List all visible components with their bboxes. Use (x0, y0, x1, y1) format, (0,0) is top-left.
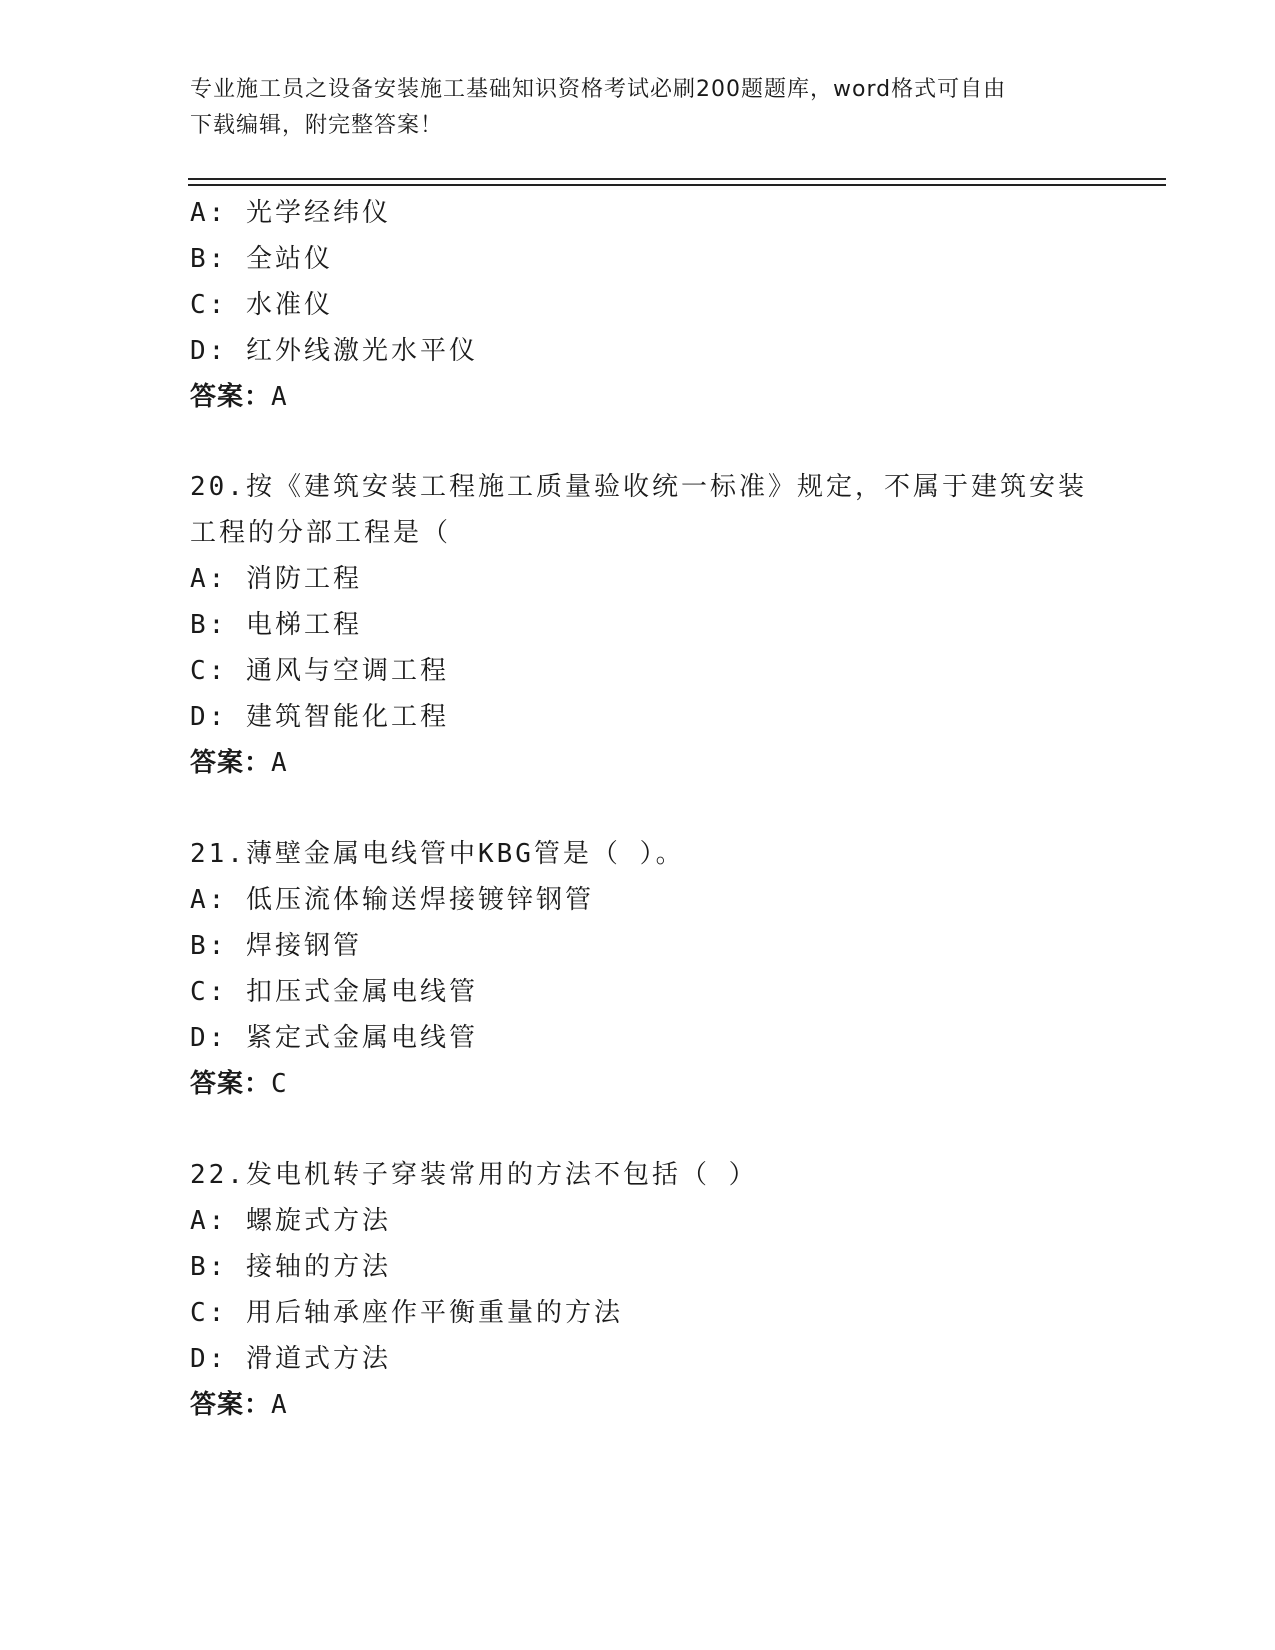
option-a: A: 螺旋式方法 (190, 1206, 391, 1236)
option-c: C: 用后轴承座作平衡重量的方法 (190, 1298, 623, 1328)
option-b: B: 全站仪 (190, 244, 333, 274)
option-d: D: 紧定式金属电线管 (190, 1023, 478, 1053)
document-header (190, 72, 1070, 144)
option-b: B: 接轴的方法 (190, 1252, 391, 1282)
answer-value: A (271, 748, 288, 778)
question-19 (190, 190, 1090, 420)
option-c: C: 扣压式金属电线管 (190, 977, 478, 1007)
question-stem: 20.按《建筑安装工程施工质量验收统一标准》规定，不属于建筑安装 (190, 472, 1087, 502)
header-line-1: 专业施工员之设备安装施工基础知识资格考试必刷200题题库，word格式可自由 (190, 77, 1007, 102)
answer-label: 答案： (190, 1390, 272, 1420)
answer-value: A (271, 1390, 288, 1420)
answer-line (190, 1382, 1090, 1428)
question-list (190, 190, 1090, 1428)
answer-label: 答案： (190, 748, 272, 778)
header-line-2: 下载编辑，附完整答案！ (190, 113, 444, 138)
question-21 (190, 831, 1090, 1107)
question-spacer (190, 786, 1090, 831)
answer-value: A (271, 382, 288, 412)
answer-line (190, 1061, 1090, 1107)
answer-line (190, 374, 1090, 420)
header-divider-bottom (188, 184, 1166, 186)
option-c: C: 水准仪 (190, 290, 333, 320)
answer-value: C (271, 1069, 288, 1099)
option-a: A: 消防工程 (190, 564, 362, 594)
question-stem: 22.发电机转子穿装常用的方法不包括（ ） (190, 1160, 758, 1190)
option-b: B: 焊接钢管 (190, 931, 362, 961)
question-22 (190, 1152, 1090, 1428)
option-c: C: 通风与空调工程 (190, 656, 449, 686)
option-b: B: 电梯工程 (190, 610, 362, 640)
answer-label: 答案： (190, 1069, 272, 1099)
question-spacer (190, 1107, 1090, 1152)
question-stem: 21.薄壁金属电线管中KBG管是（ ）。 (190, 839, 685, 869)
header-divider-top (188, 178, 1166, 180)
option-a: A: 光学经纬仪 (190, 198, 391, 228)
option-d: D: 滑道式方法 (190, 1344, 391, 1374)
option-d: D: 建筑智能化工程 (190, 702, 449, 732)
answer-line (190, 740, 1090, 786)
question-20 (190, 464, 1090, 786)
answer-label: 答案： (190, 382, 272, 412)
question-spacer (190, 420, 1090, 464)
option-a: A: 低压流体输送焊接镀锌钢管 (190, 885, 594, 915)
option-d: D: 红外线激光水平仪 (190, 336, 478, 366)
question-stem-continued: 工程的分部工程是（ (190, 518, 452, 548)
